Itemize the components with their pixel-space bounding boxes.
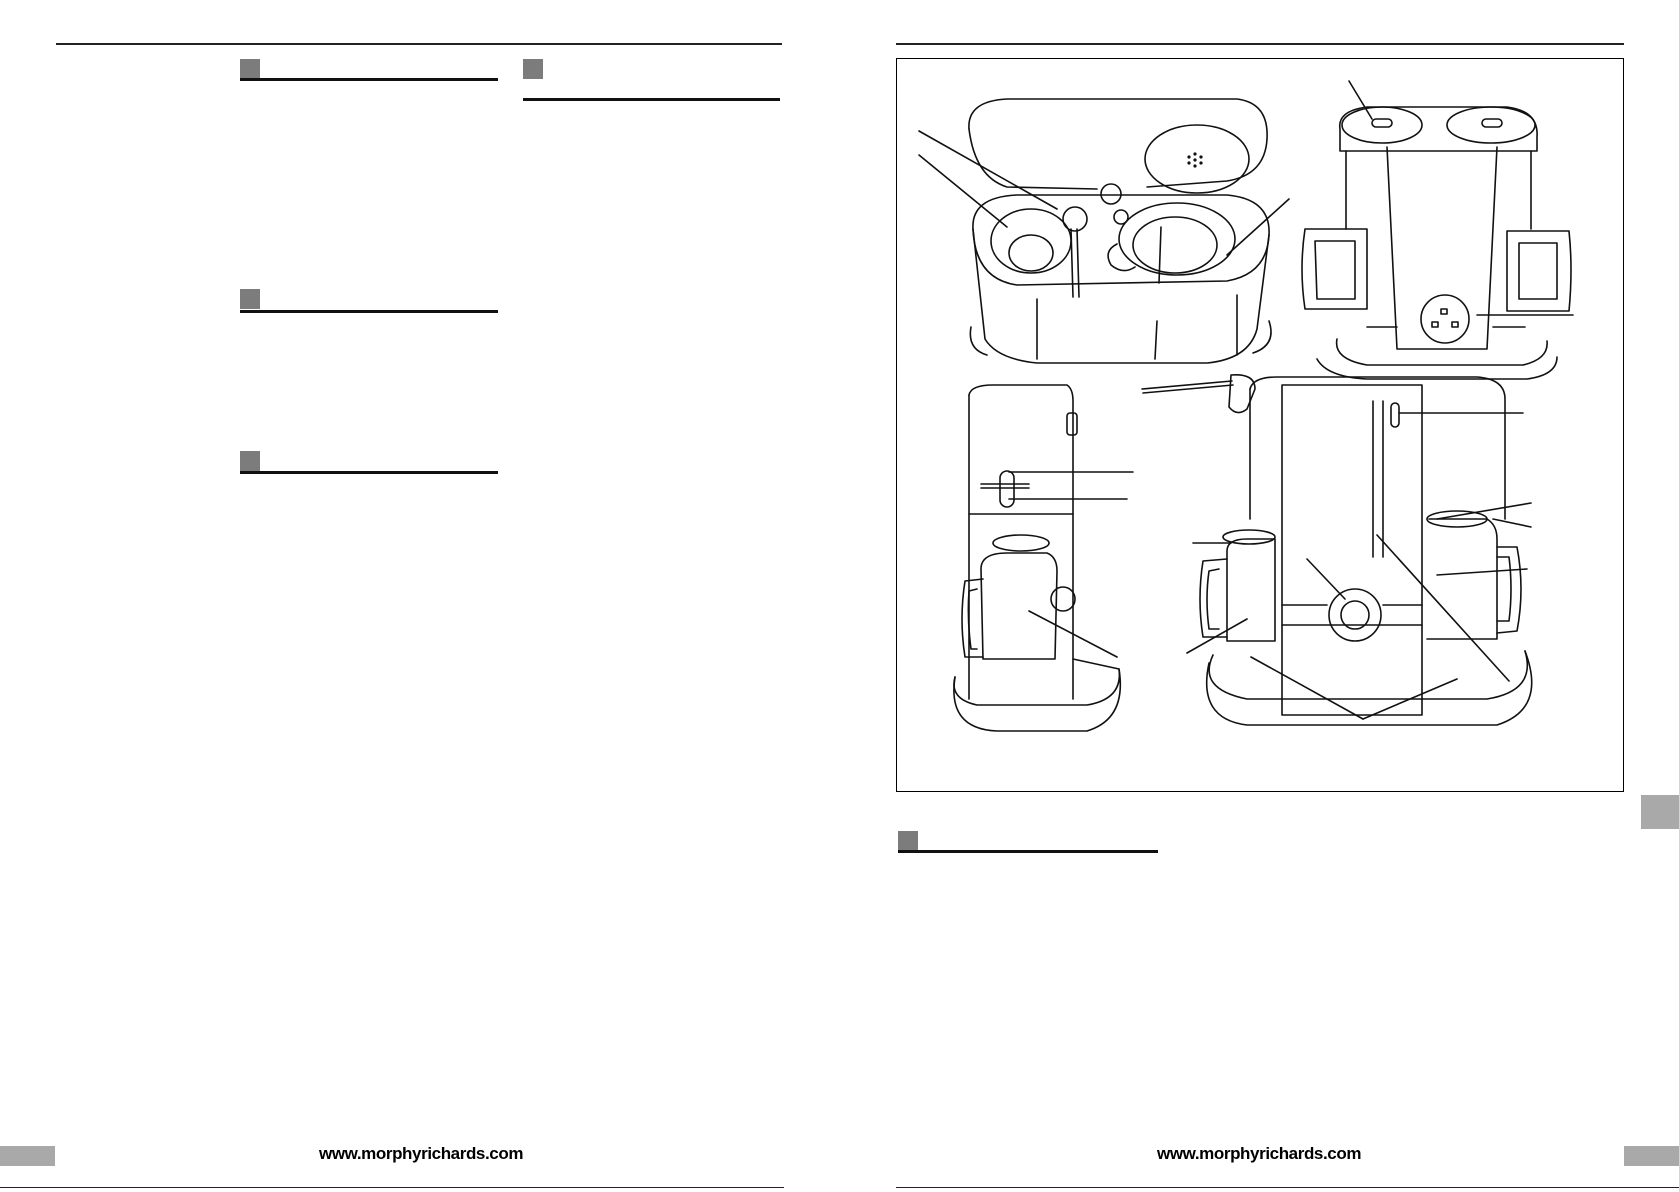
section-rule-1 — [240, 78, 498, 81]
left-page-tab — [0, 1146, 55, 1166]
left-footer-url[interactable]: www.morphyrichards.com — [319, 1144, 524, 1163]
coffee-maker-illustration — [897, 59, 1625, 793]
illustration-panel — [896, 58, 1624, 792]
side-view — [954, 385, 1133, 731]
left-bottom-rule — [0, 1187, 784, 1188]
section-rule-4 — [240, 471, 498, 474]
section-rule-2 — [523, 98, 780, 101]
section-rule-3 — [240, 310, 498, 313]
measuring-scoop — [1142, 375, 1255, 413]
section-rule-5 — [898, 850, 1158, 853]
right-top-rule — [896, 43, 1624, 45]
right-side-tab — [1641, 795, 1679, 829]
left-top-rule — [56, 43, 782, 45]
top-view-open — [919, 99, 1289, 363]
front-view — [1187, 377, 1532, 725]
right-bottom-rule — [896, 1187, 1679, 1188]
right-page-tab — [1624, 1146, 1679, 1166]
section-marker-3 — [240, 289, 260, 309]
rear-view — [1302, 81, 1573, 379]
section-marker-1 — [240, 59, 260, 79]
right-footer-url[interactable]: www.morphyrichards.com — [1157, 1144, 1362, 1163]
section-marker-2 — [523, 59, 543, 79]
section-marker-4 — [240, 451, 260, 471]
section-marker-5 — [898, 831, 918, 851]
